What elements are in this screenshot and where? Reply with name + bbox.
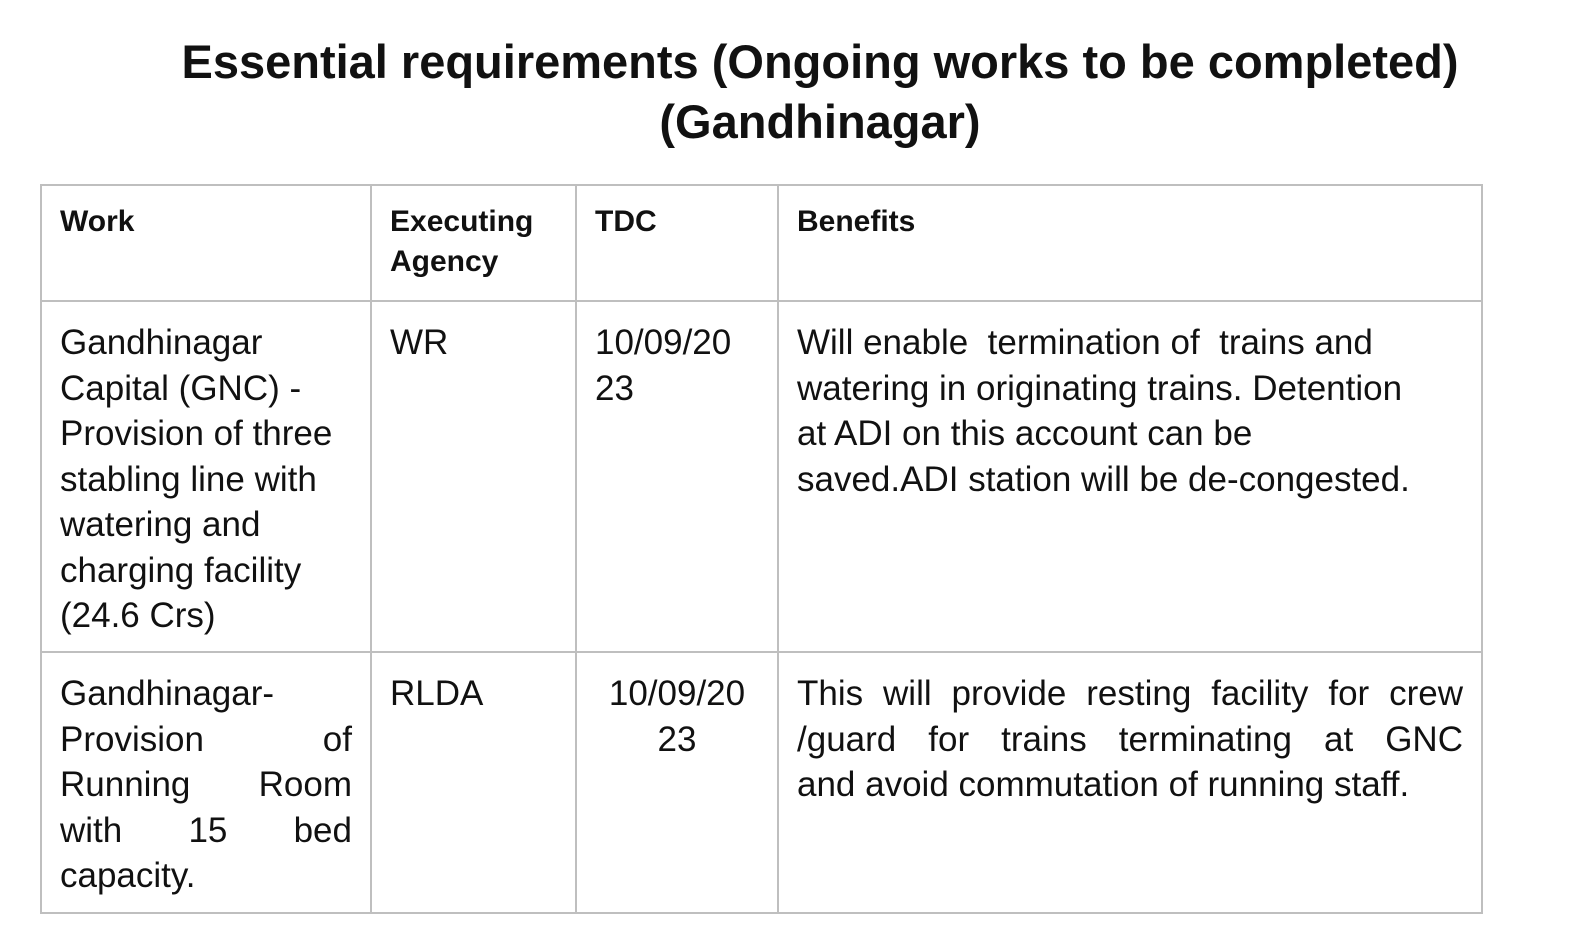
header-tdc-label: TDC bbox=[595, 205, 657, 238]
row2-work-text: with 15 bed bbox=[60, 810, 352, 850]
row1-tdc-text: 23 bbox=[595, 368, 634, 408]
row2-tdc-text: 10/09/20 bbox=[608, 674, 746, 713]
row1-benefits-text: at ADI on this account can be bbox=[797, 414, 1253, 453]
row1-work-cell bbox=[41, 301, 371, 652]
row2-work-text: capacity. bbox=[60, 856, 196, 895]
row2-work-text: Running Room bbox=[60, 765, 352, 804]
row1-work-text: Capital (GNC) - bbox=[60, 368, 302, 408]
row2-benefits-text: This will provide resting facility for crew bbox=[797, 674, 1463, 713]
row2-work-text: Provision of bbox=[60, 719, 352, 759]
row2-work-cell bbox=[41, 652, 371, 913]
row1-work-text: (24.6 Crs) bbox=[60, 596, 216, 635]
row1-tdc-text: 10/09/20 bbox=[595, 323, 732, 362]
header-benefits-label: Benefits bbox=[797, 205, 916, 238]
header-agency-label-2: Agency bbox=[390, 245, 499, 278]
title-line-2: (Gandhinagar) bbox=[659, 95, 981, 148]
row1-work-text: Provision of three bbox=[60, 414, 333, 453]
title-line-1: Essential requirements (Ongoing works to be completed) bbox=[181, 35, 1459, 88]
row1-work-text: watering and bbox=[60, 505, 261, 544]
row2-tdc-text: 23 bbox=[657, 719, 697, 759]
row1-work-text: Gandhinagar bbox=[60, 323, 263, 362]
row1-work-text: stabling line with bbox=[60, 459, 317, 499]
row1-agency-cell bbox=[371, 301, 576, 652]
row2-benefits-text: and avoid commutation of running staff. bbox=[797, 765, 1410, 804]
row1-agency-text: WR bbox=[390, 323, 449, 362]
row2-work-text: Gandhinagar- bbox=[60, 674, 275, 713]
header-agency-label-1: Executing bbox=[390, 205, 534, 238]
row2-tdc-cell bbox=[576, 652, 778, 913]
row1-benefits-cell bbox=[778, 301, 1482, 652]
header-work-label: Work bbox=[60, 205, 135, 238]
table-row bbox=[41, 301, 1482, 652]
header-work bbox=[41, 185, 371, 301]
row1-benefits-text: Will enable termination of trains and bbox=[797, 323, 1373, 362]
row1-benefits-text: watering in originating trains. Detention bbox=[797, 368, 1403, 408]
table-header-row bbox=[41, 185, 1482, 301]
row2-agency-cell bbox=[371, 652, 576, 913]
row2-benefits-cell bbox=[778, 652, 1482, 913]
header-executing-agency bbox=[371, 185, 576, 301]
row1-tdc-cell bbox=[576, 301, 778, 652]
header-tdc bbox=[576, 185, 778, 301]
header-benefits bbox=[778, 185, 1482, 301]
row2-agency-text: RLDA bbox=[390, 674, 484, 713]
page-title bbox=[100, 32, 1540, 152]
row1-work-text: charging facility bbox=[60, 550, 302, 590]
table-row bbox=[41, 652, 1482, 913]
row2-benefits-text: /guard for trains terminating at GNC bbox=[797, 719, 1463, 759]
row1-benefits-text: saved.ADI station will be de-congested. bbox=[797, 459, 1410, 499]
requirements-table bbox=[40, 184, 1483, 914]
